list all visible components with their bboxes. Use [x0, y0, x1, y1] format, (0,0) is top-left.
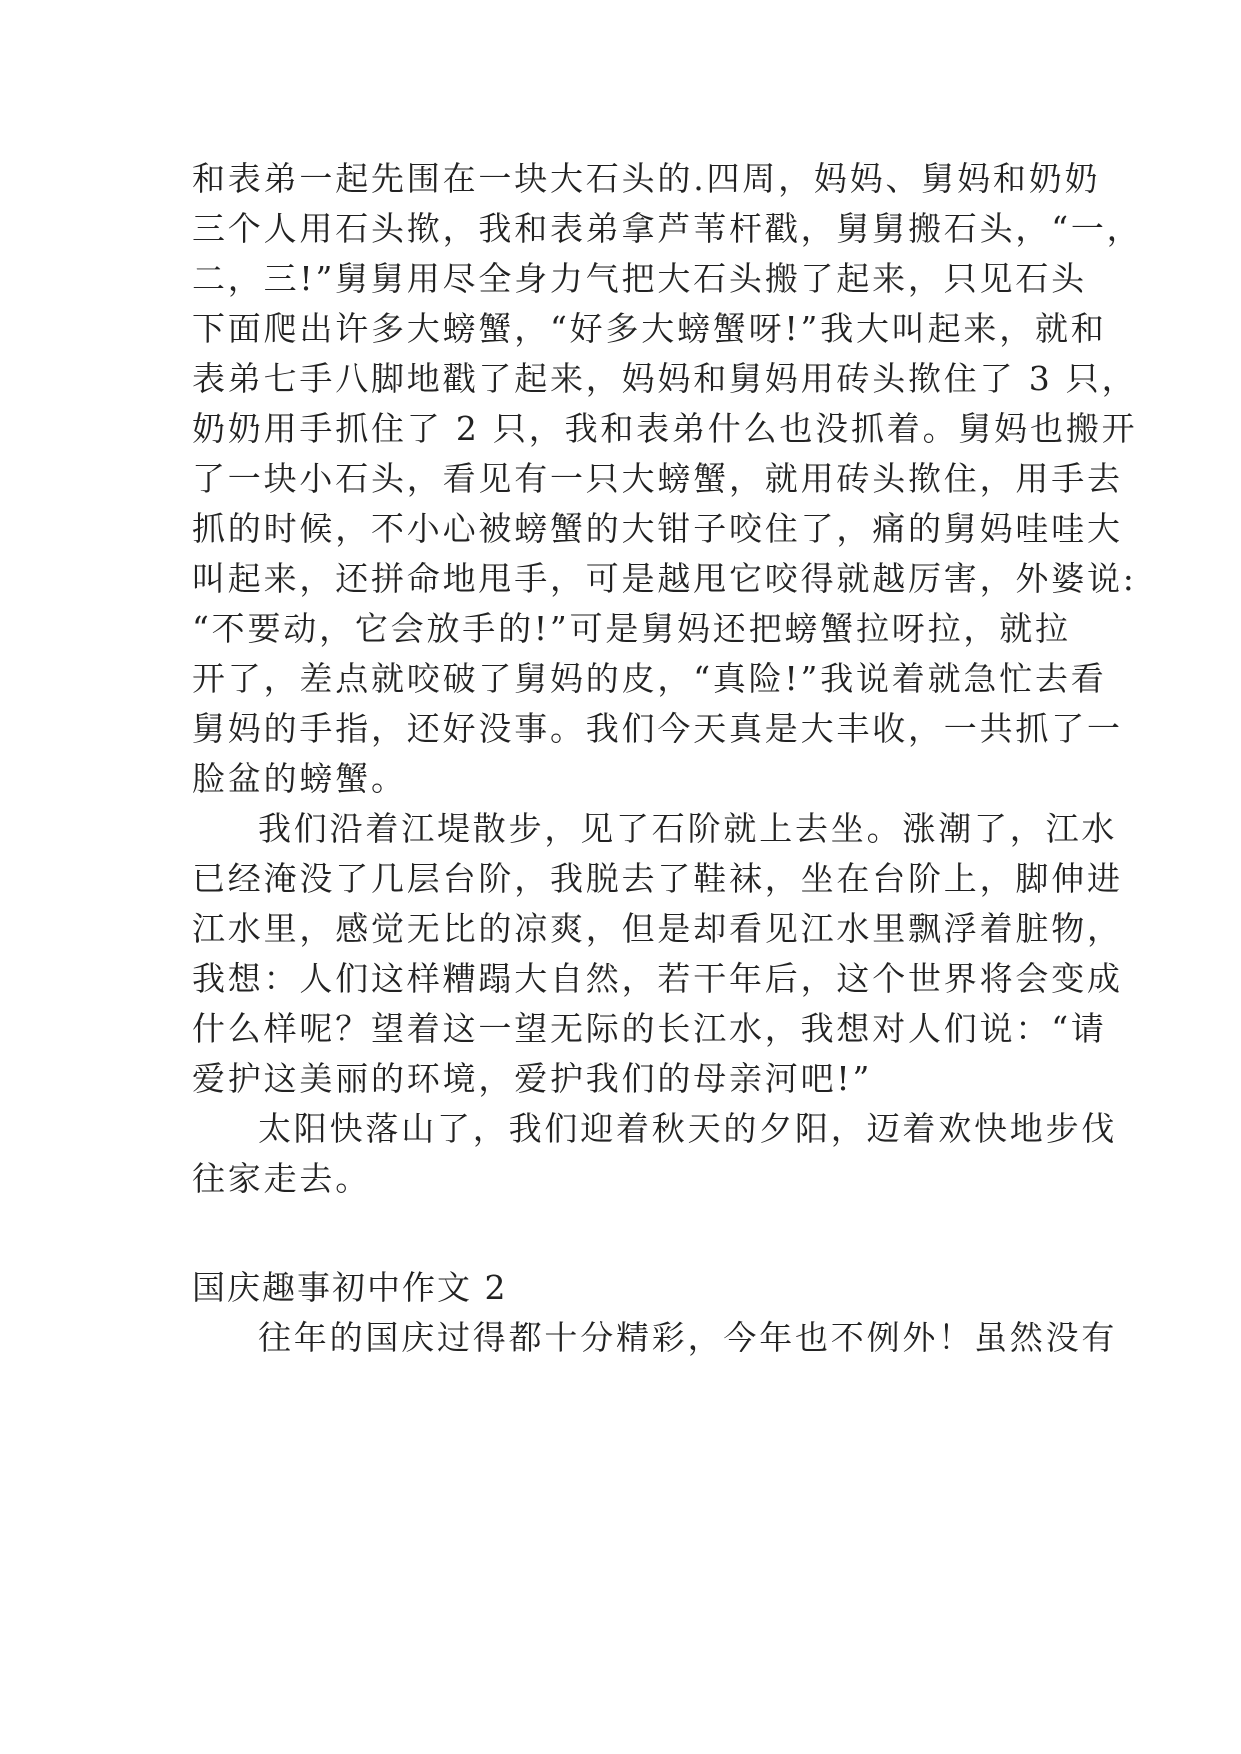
text-line: 二，三!”舅舅用尽全身力气把大石头搬了起来，只见石头	[192, 259, 1087, 298]
paragraph-start-line: 我们沿着江堤散步，见了石阶就上去坐。涨潮了，江水	[258, 809, 1118, 848]
text-line: 脸盆的螃蟹。	[192, 759, 407, 798]
text-line: 叫起来，还拼命地甩手，可是越甩它咬得就越厉害，外婆说:	[192, 559, 1137, 598]
text-line: 了一块小石头，看见有一只大螃蟹，就用砖头揿住，用手去	[192, 459, 1123, 498]
text-line: 往家走去。	[192, 1159, 371, 1198]
text-line: 表弟七手八脚地戳了起来，妈妈和舅妈用砖头揿住了 3 只，	[192, 359, 1138, 398]
text-line: 三个人用石头揿，我和表弟拿芦苇杆戳，舅舅搬石头，“一，	[192, 209, 1143, 248]
text-line: 抓的时候，不小心被螃蟹的大钳子咬住了，痛的舅妈哇哇大	[192, 509, 1123, 548]
text-line: 江水里，感觉无比的凉爽，但是却看见江水里飘浮着脏物，	[192, 909, 1123, 948]
text-line: 爱护这美丽的环境，爱护我们的母亲河吧!”	[192, 1059, 873, 1098]
text-line: “不要动，它会放手的!”可是舅妈还把螃蟹拉呀拉，就拉	[192, 609, 1071, 648]
text-line: 奶奶用手抓住了 2 只，我和表弟什么也没抓着。舅妈也搬开	[192, 409, 1138, 448]
text-line: 下面爬出许多大螃蟹，“好多大螃蟹呀!”我大叫起来，就和	[192, 309, 1107, 348]
text-line: 已经淹没了几层台阶，我脱去了鞋袜，坐在台阶上，脚伸进	[192, 859, 1123, 898]
paragraph-start-line: 往年的国庆过得都十分精彩，今年也不例外！虽然没有	[258, 1318, 1118, 1357]
text-line: 什么样呢？望着这一望无际的长江水，我想对人们说：“请	[192, 1009, 1107, 1048]
text-line: 舅妈的手指，还好没事。我们今天真是大丰收，一共抓了一	[192, 709, 1123, 748]
text-line: 开了，差点就咬破了舅妈的皮，“真险!”我说着就急忙去看	[192, 659, 1107, 698]
paragraph-start-line: 太阳快落山了，我们迎着秋天的夕阳，迈着欢快地步伐	[258, 1109, 1118, 1148]
text-line: 和表弟一起先围在一块大石头的.四周，妈妈、舅妈和奶奶	[192, 159, 1101, 198]
section-heading: 国庆趣事初中作文 2	[192, 1268, 508, 1307]
text-line: 我想：人们这样糟蹋大自然，若干年后，这个世界将会变成	[192, 959, 1123, 998]
